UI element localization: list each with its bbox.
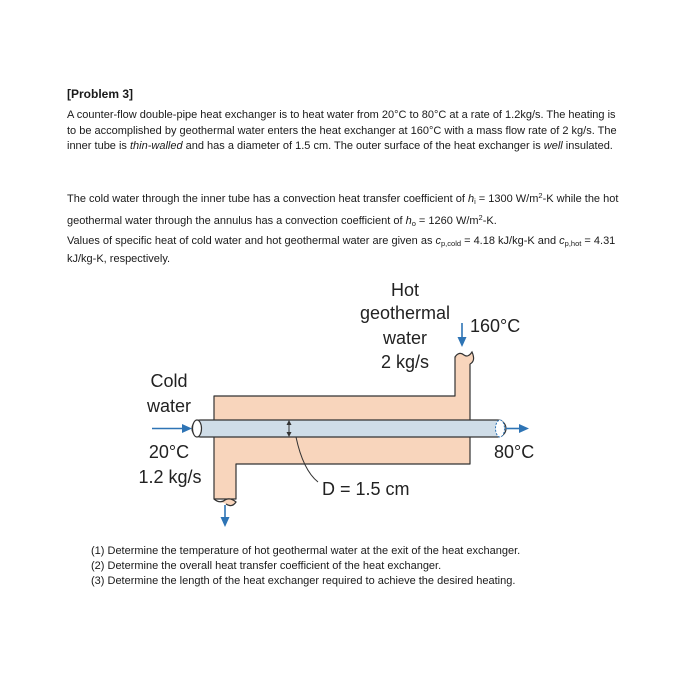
convection-coefficients-paragraph: The cold water through the inner tube has a convection heat transfer coefficient of $h_i = 1300$ $W/m^2-K$ while the hot geothermal water through the annulus has a convection coefficient of $h_o = 1260$ $W/m^2-K$. <box>67 191 619 228</box>
inner-tube-outlet-opening <box>496 420 505 437</box>
cold-label-line2: water <box>146 396 192 416</box>
diameter-label: D = 1.5 cm <box>322 479 410 499</box>
problem-title: [Problem 3] <box>67 87 134 101</box>
cold-inlet-arrowhead <box>182 424 192 433</box>
problem-statement-paragraph: A counter-flow double-pipe heat exchanger is to heat water from 20°C to 80°C at a rate of 1.2kg/s. The heating is to be accomplished by geothermal water enters the heat exchanger at 160°C with a mass flow rate of 2 kg/s. The inner tube is thin-walled and has a diameter of 1.5 cm. The outer surface of the heat exchanger is well insulated. <box>67 109 617 152</box>
question-item: (2) Determine the overall heat transfer coefficient of the heat exchanger. <box>91 560 442 572</box>
hot-inlet-arrowhead <box>458 337 467 347</box>
cold-outlet-temperature: 80°C <box>494 442 535 462</box>
question-list <box>91 544 520 589</box>
question-item: (1) Determine the temperature of hot geothermal water at the exit of the heat exchanger. <box>91 545 521 557</box>
hot-inlet-temperature: 160°C <box>470 316 521 336</box>
hot-flow-rate: 2 kg/s <box>380 352 430 372</box>
hot-label-line2: geothermal <box>359 303 451 323</box>
inner-tube-inlet-opening <box>193 420 202 437</box>
hot-label-line1: Hot <box>390 280 420 300</box>
inner-tube <box>192 420 506 437</box>
hot-outlet-pipe-end <box>214 499 236 506</box>
hot-outlet-arrowhead <box>221 517 230 527</box>
question-item: (3) Determine the length of the heat exchanger required to achieve the desired heating. <box>91 575 516 587</box>
cold-flow-rate: 1.2 kg/s <box>138 467 202 487</box>
hot-label-line3: water <box>382 328 428 348</box>
cold-outlet-arrowhead <box>519 424 529 433</box>
cold-label-line1: Cold <box>150 371 188 391</box>
cold-inlet-temperature: 20°C <box>148 442 190 462</box>
specific-heat-paragraph: Values of specific heat of cold water and hot geothermal water are given as $c_{p,cold} = 4.18$ kJ/kg-K and $c_{p,hot} = 4.31$ kJ/kg-K, respectively. <box>67 235 616 265</box>
